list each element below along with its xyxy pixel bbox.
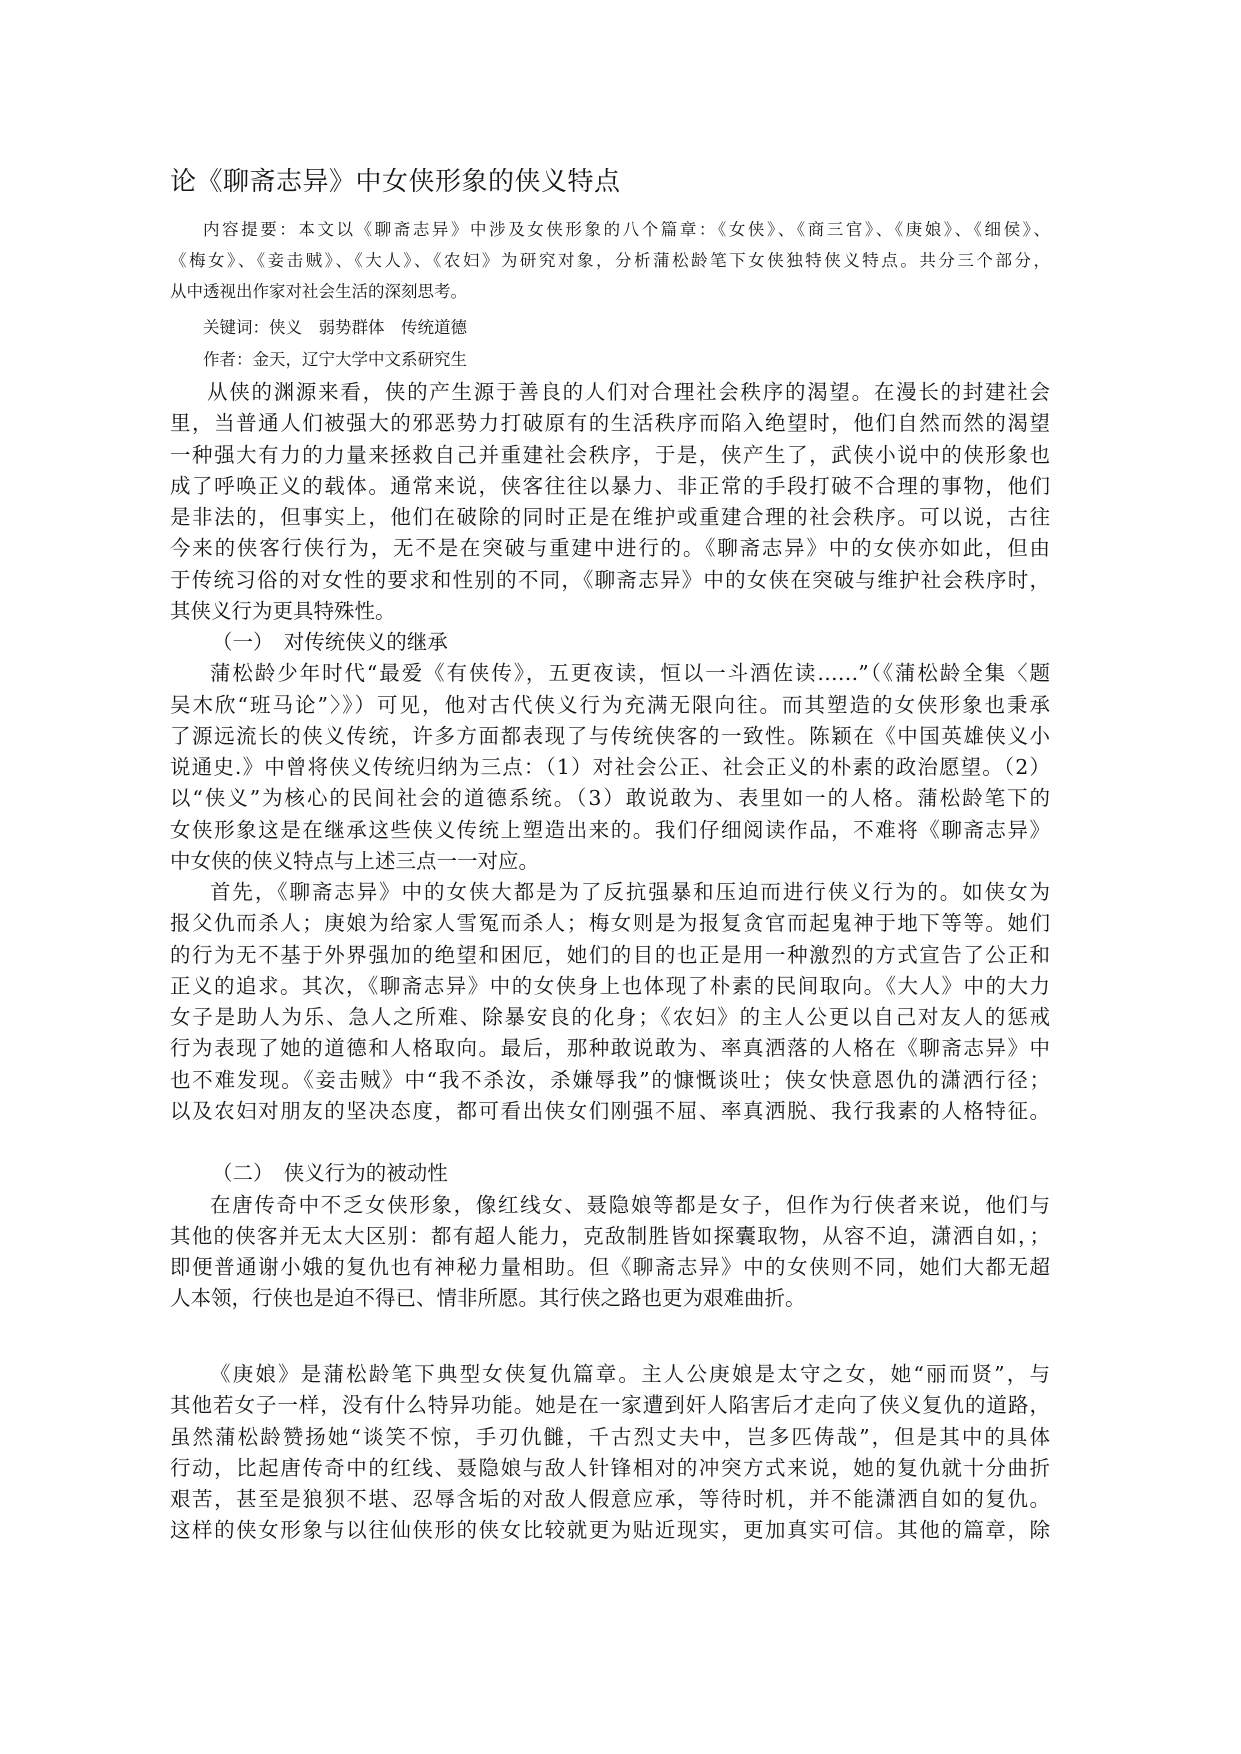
body-line: 是非法的，但事实上，他们在破除的同时正是在维护或重建合理的社会秩序。可以说，古往 [170, 505, 1050, 529]
body-line: 行动，比起唐传奇中的红线、聂隐娘与敌人针锋相对的冲突方式来说，她的复仇就十分曲折 [170, 1455, 1050, 1480]
body-line: 从侠的渊源来看，侠的产生源于善良的人们对合理社会秩序的渴望。在漫长的封建社会 [207, 380, 1050, 404]
body-line: 里，当普通人们被强大的邪恶势力打破原有的生活秩序而陷入绝望时，他们自然而然的渴望 [170, 411, 1050, 436]
body-line: 行为表现了她的道德和人格取向。最后，那种敢说敢为、率真洒落的人格在《聊斋志异》中 [170, 1036, 1050, 1061]
body-line: 今来的侠客行侠行为，无不是在突破与重建中进行的。《聊斋志异》中的女侠亦如此，但由 [170, 536, 1050, 561]
body-line: 其他的侠客并无太大区别：都有超人能力，克敌制胜皆如探囊取物，从容不迫，潇洒自如，； [170, 1223, 1050, 1248]
body-line: 女侠形象这是在继承这些侠义传统上塑造出来的。我们仔细阅读作品，不难将《聊斋志异》 [170, 817, 1050, 842]
body-line: 于传统习俗的对女性的要求和性别的不同，《聊斋志异》中的女侠在突破与维护社会秩序时， [170, 567, 1050, 592]
body-line: 成了呼唤正义的载体。通常来说，侠客往往以暴力、非正常的手段打破不合理的事物，他们 [170, 473, 1050, 498]
body-line: 了源远流长的侠义传统，许多方面都表现了与传统侠客的一致性。陈颖在《中国英雄侠义小 [170, 723, 1050, 748]
body-line: 蒲松龄少年时代“最爱《有侠传》，五更夜读，恒以一斗酒佐读……”（《蒲松龄全集〈题 [210, 661, 1050, 686]
blank-line [170, 1127, 1050, 1158]
body-line: 说通史.》中曾将侠义传统归纳为三点：（1）对社会公正、社会正义的朴素的政治愿望。（2） [170, 755, 1050, 779]
paper-title: 论《聊斋志异》中女侠形象的侠义特点 [170, 167, 621, 197]
body-line: 一种强大有力的力量来拯救自己并重建社会秩序，于是，侠产生了，武侠小说中的侠形象也 [170, 442, 1050, 467]
body-line: 女子是助人为乐、急人之所难、除暴安良的化身；《农妇》的主人公更以自己对友人的惩戒 [170, 1005, 1050, 1029]
body-line: 在唐传奇中不乏女侠形象，像红线女、聂隐娘等都是女子，但作为行侠者来说，他们与 [210, 1192, 1050, 1217]
author-info: 作者：金天，辽宁大学中文系研究生 [203, 350, 467, 369]
body-line: 其他若女子一样，没有什么特异功能。她是在一家遭到奸人陷害后才走向了侠义复仇的道路， [170, 1393, 1050, 1418]
section-heading: （一） 对传统侠义的继承 [212, 630, 448, 654]
body-line: 也不难发现。《妾击贼》中“我不杀汝，杀嫌辱我”的慷慨谈吐；侠女快意恩仇的潇洒行径； [170, 1067, 1050, 1092]
article-body [170, 377, 1050, 1315]
abstract [170, 214, 1050, 307]
abstract-line: 从中透视出作家对社会生活的深刻思考。 [170, 282, 467, 301]
body-line: 其侠义行为更具特殊性。 [170, 598, 396, 623]
body-line: 正义的追求。其次，《聊斋志异》中的女侠身上也体现了朴素的民间取向。《大人》中的大力 [170, 973, 1050, 998]
article-meta [170, 312, 1050, 376]
body-line: 报父仇而杀人；庚娘为给家人雪冤而杀人；梅女则是为报复贪官而起鬼神于地下等等。她们 [170, 911, 1050, 936]
article-body-continued [170, 1359, 1050, 1547]
body-line: 首先，《聊斋志异》中的女侠大都是为了反抗强暴和压迫而进行侠义行为的。如侠女为 [210, 880, 1050, 904]
abstract-line: 内容提要：本文以《聊斋志异》中涉及女侠形象的八个篇章：《女侠》、《商三官》、《庚娘》、《细侯》、 [203, 220, 1050, 239]
body-line: 以“侠义”为核心的民间社会的道德系统。（3）敢说敢为、表里如一的人格。蒲松龄笔下的 [170, 786, 1050, 811]
body-line: 吴木欣“班马论”〉》）可见，他对古代侠义行为充满无限向往。而其塑造的女侠形象也秉承 [170, 692, 1050, 717]
body-line: 《庚娘》是蒲松龄笔下典型女侠复仇篇章。主人公庚娘是太守之女，她“丽而贤”，与 [210, 1362, 1050, 1386]
body-line: 中女侠的侠义特点与上述三点一一对应。 [170, 848, 539, 873]
body-line: 这样的侠女形象与以往仙侠形的侠女比较就更为贴近现实，更加真实可信。其他的篇章，除 [170, 1518, 1050, 1543]
body-line: 人本领，行侠也是迫不得已、情非所愿。其行侠之路也更为艰难曲折。 [170, 1286, 806, 1311]
body-line: 以及农妇对朋友的坚决态度，都可看出侠女们刚强不屈、率真洒脱、我行我素的人格特征。 [170, 1098, 1050, 1123]
body-line: 虽然蒲松龄赞扬她“谈笑不惊，手刃仇雠，千古烈丈夫中，岂多匹俦哉”，但是其中的具体 [170, 1424, 1050, 1449]
body-line: 艰苦，甚至是狼狈不堪、忍辱含垢的对敌人假意应承，等待时机，并不能潇洒自如的复仇。 [170, 1487, 1050, 1511]
body-line: 即便普通谢小娥的复仇也有神秘力量相助。但《聊斋志异》中的女侠则不同，她们大都无超 [170, 1255, 1050, 1279]
body-line: 的行为无不基于外界强加的绝望和困厄，她们的目的也正是用一种激烈的方式宣告了公正和 [170, 942, 1050, 967]
section-heading: （二） 侠义行为的被动性 [212, 1161, 448, 1186]
abstract-line: 《梅女》、《妾击贼》、《大人》、《农妇》为研究对象，分析蒲松龄笔下女侠独特侠义特点。共分三个部分， [170, 251, 1050, 270]
keywords: 关键词：侠义 弱势群体 传统道德 [203, 318, 467, 337]
